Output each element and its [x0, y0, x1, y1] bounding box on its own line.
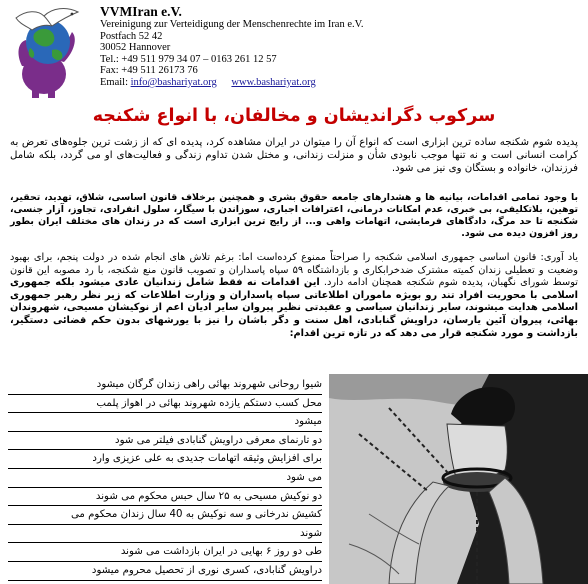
dove-globe-logo: [8, 4, 94, 100]
email-link[interactable]: info@bashariyat.org: [130, 76, 217, 88]
contact-line: [100, 77, 363, 89]
page-title: سرکوب دگراندیشان و مخالفان، با انواع شکنجه: [92, 106, 496, 126]
list-item: دو نوکیش مسیحی به ۲۵ سال حبس محکوم می شوند: [8, 488, 322, 507]
organization-subtitle: Vereinigung zur Verteidigung der Menschenrechte im Iran e.V.: [100, 19, 364, 30]
address-line-1: Postfach 52 42: [100, 30, 163, 42]
chained-prisoner-illustration: [329, 374, 588, 584]
list-item: دراویش گنابادی، کسری نوری از تحصیل محروم میشود: [8, 562, 322, 581]
list-item: دو تارنمای معرفی دراویش گنابادی فیلتر می شود: [8, 432, 322, 451]
address-line-2: 30052 Hannover: [100, 42, 171, 54]
list-item: طی دو روز ۶ بهایی در ایران بازداشت می شوند: [8, 543, 322, 562]
list-item: می شود: [8, 469, 322, 488]
list-item: شوند: [8, 525, 322, 544]
telephone: Tel.: +49 511 979 34 07 – 0163 261 12 57: [100, 53, 277, 65]
letterhead: [0, 0, 588, 104]
organization-info: [100, 4, 363, 89]
fax: Fax: +49 511 26173 76: [100, 65, 198, 77]
list-item: محل کسب دستکم یازده شهروند بهائی در اهواز پلمب: [8, 395, 322, 414]
intro-paragraph: پدیده شوم شکنجه ساده ترین ابزاری است که انواع آن را میتوان در ایران مشاهده کرد، پدیده ای که از زشت ترین جلوه‌های تعرض به کرامت انسانی است و نه تنها موجب نابودی شأن و منزلت زندانی، و مختل شدن تداوم زندگی و فعالیت‌های او می گردد، بلکه شامل فرزندان، خانواده و بستگان وی نیز می شود.: [10, 137, 578, 175]
list-item: میشود: [8, 413, 322, 432]
list-item: برای افزایش وثیقه اتهامات جدیدی به علی عزیزی وارد: [8, 450, 322, 469]
news-list: [8, 376, 322, 581]
torture-methods-paragraph: با وجود تمامی اقدامات، بیانیه ها و هشدارهای جامعه حقوق بشری و همچنین برخلاف قانون اساسی، شلاق، تهدید، تحقیر، توهین، بلاتکلیفی، بی خبری، عدم امکانات درمانی، اعترافات اجباری، سوزاندن با سیگار، سلول انفرادی، تجاوز، آزار جنسی، شکنجه تا حد مرگ، دادگاهای فرمایشی، اتهامات واهی و... از رایج ترین ابزاری است که در زندان های مختلف ایران بطور روز افزون دیده می شود.: [10, 192, 578, 240]
history-bold-text: این اقدامات نه فقط شامل زندانیان عادی میشود بلکه جمهوری اسلامی با محوریت افراد تند رو بویژه ماموران اطلاعاتی سپاه پاسداران و وزارت اطلاعات که زیر نظر رهبر جمهوری اسلامی هدایت میشوند، سایر زندانیان سیاسی و عقیدتی نظیر پیروان سایر ادیان اعم از نوکیشان مسیحی، شهروندان بهائی، پیروان آئین یارسان، دراویش گنابادی، اهل سنت و دگر باشان را نیز با یورشهای بدون حکم قضائی دستگیر، بازداشت و مورد شکنجه قرار می دهد که در تازه ترین اقدام:: [10, 277, 578, 339]
history-text: یاد آوری: قانون اساسی جمهوری اسلامی شکنجه را صراحتاً ممنوع کرده‌است اما: برغم تلاش های انجام شده در دولت پنجم، برای بهبود وضعیت و تعطیلی زندان کمیته مشترک ضدخرابکاری و بازداشتگاه ۵۹ سپاه پاسداران و تصویب قانون منع شکنجه، با رد مصوبه این قانون توسط شورای نگهبان، پدیده شوم شکنجه همچنان ادامه دارد.: [10, 252, 578, 289]
website-link[interactable]: www.bashariyat.org: [231, 76, 316, 88]
list-item: کشیش ندرخانی و سه نوکیش به 40 سال زندان محکوم می: [8, 506, 322, 525]
organization-name: VVMIran e.V.: [100, 4, 182, 19]
list-item: شیوا روحانی شهروند بهائی راهی زندان گرگان میشود: [8, 376, 322, 395]
history-paragraph: [10, 252, 578, 340]
email-label: Email:: [100, 76, 128, 88]
